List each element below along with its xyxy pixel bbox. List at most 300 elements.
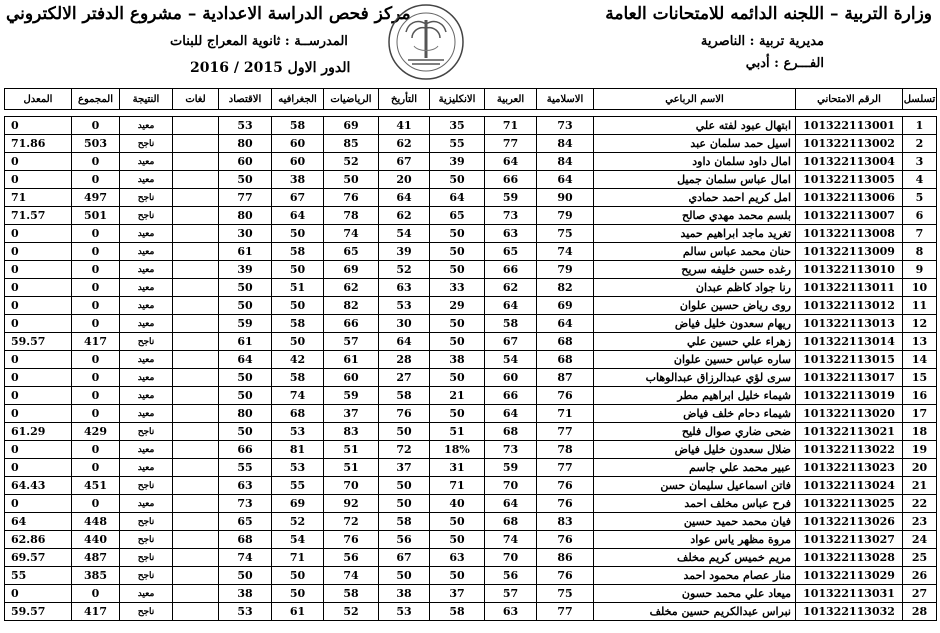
exam-number-cell: 101322113023 xyxy=(796,459,903,477)
history-grade-cell: 67 xyxy=(379,549,430,567)
serial-cell: 12 xyxy=(903,315,937,333)
total-cell: 440 xyxy=(72,531,120,549)
english-grade-cell: 37 xyxy=(430,585,485,603)
table-row xyxy=(5,477,937,495)
english-grade-cell: 64 xyxy=(430,189,485,207)
math-grade-cell: 74 xyxy=(324,567,379,585)
history-grade-cell: 54 xyxy=(379,225,430,243)
islamic-grade-cell: 68 xyxy=(537,333,594,351)
languages-cell xyxy=(173,441,219,459)
total-cell: 0 xyxy=(72,297,120,315)
total-cell: 0 xyxy=(72,243,120,261)
english-grade-cell: 55 xyxy=(430,135,485,153)
total-cell: 0 xyxy=(72,171,120,189)
average-cell: 0 xyxy=(5,351,72,369)
math-grade-cell: 70 xyxy=(324,477,379,495)
math-grade-cell: 69 xyxy=(324,117,379,135)
english-grade-cell: 63 xyxy=(430,549,485,567)
serial-cell: 3 xyxy=(903,153,937,171)
languages-cell xyxy=(173,189,219,207)
average-cell: 0 xyxy=(5,243,72,261)
col-header: الاقتصاد xyxy=(219,89,272,110)
economics-grade-cell: 80 xyxy=(219,207,272,225)
col-header: الجغرافيه xyxy=(272,89,324,110)
languages-cell xyxy=(173,477,219,495)
history-grade-cell: 58 xyxy=(379,387,430,405)
arabic-grade-cell: 68 xyxy=(485,423,537,441)
average-cell: 71.57 xyxy=(5,207,72,225)
student-name-cell: مروة مظهر ياس عواد xyxy=(594,531,796,549)
table-row xyxy=(5,153,937,171)
english-grade-cell: 71 xyxy=(430,477,485,495)
arabic-grade-cell: 57 xyxy=(485,585,537,603)
history-grade-cell: 56 xyxy=(379,531,430,549)
ministry-title: وزارة التربية – اللجنه الدائمه للامتحانات العامة xyxy=(605,4,932,24)
exam-number-cell: 101322113017 xyxy=(796,369,903,387)
languages-cell xyxy=(173,279,219,297)
economics-grade-cell: 38 xyxy=(219,585,272,603)
table-row xyxy=(5,513,937,531)
english-grade-cell: 29 xyxy=(430,297,485,315)
total-cell: 497 xyxy=(72,189,120,207)
english-grade-cell: 58 xyxy=(430,603,485,621)
result-cell: معيد xyxy=(120,297,173,315)
table-row xyxy=(5,117,937,135)
history-grade-cell: 30 xyxy=(379,315,430,333)
islamic-grade-cell: 76 xyxy=(537,531,594,549)
math-grade-cell: 85 xyxy=(324,135,379,153)
math-grade-cell: 66 xyxy=(324,315,379,333)
col-header: التأريخ xyxy=(379,89,430,110)
total-cell: 0 xyxy=(72,117,120,135)
history-grade-cell: 50 xyxy=(379,495,430,513)
geography-grade-cell: 50 xyxy=(272,567,324,585)
languages-cell xyxy=(173,513,219,531)
average-cell: 0 xyxy=(5,117,72,135)
table-row xyxy=(5,549,937,567)
total-cell: 0 xyxy=(72,279,120,297)
islamic-grade-cell: 68 xyxy=(537,351,594,369)
student-name-cell: امال عباس سلمان جميل xyxy=(594,171,796,189)
result-cell: ناجح xyxy=(120,549,173,567)
table-row xyxy=(5,603,937,621)
english-grade-cell: 51 xyxy=(430,423,485,441)
english-grade-cell: 50 xyxy=(430,315,485,333)
student-name-cell: رغده حسن خليفه سريح xyxy=(594,261,796,279)
arabic-grade-cell: 64 xyxy=(485,495,537,513)
geography-grade-cell: 58 xyxy=(272,117,324,135)
history-grade-cell: 64 xyxy=(379,189,430,207)
arabic-grade-cell: 70 xyxy=(485,477,537,495)
result-cell: معيد xyxy=(120,441,173,459)
school-label: المدرســة : ثانوية المعراج للبنات xyxy=(170,34,348,49)
average-cell: 0 xyxy=(5,369,72,387)
geography-grade-cell: 51 xyxy=(272,279,324,297)
islamic-grade-cell: 75 xyxy=(537,585,594,603)
serial-cell: 15 xyxy=(903,369,937,387)
geography-grade-cell: 58 xyxy=(272,243,324,261)
serial-cell: 5 xyxy=(903,189,937,207)
serial-cell: 24 xyxy=(903,531,937,549)
exam-number-cell: 101322113011 xyxy=(796,279,903,297)
average-cell: 0 xyxy=(5,441,72,459)
serial-cell: 27 xyxy=(903,585,937,603)
col-header: الرياضيات xyxy=(324,89,379,110)
serial-cell: 19 xyxy=(903,441,937,459)
serial-cell: 7 xyxy=(903,225,937,243)
history-grade-cell: 39 xyxy=(379,243,430,261)
geography-grade-cell: 53 xyxy=(272,423,324,441)
history-grade-cell: 37 xyxy=(379,459,430,477)
math-grade-cell: 76 xyxy=(324,531,379,549)
arabic-grade-cell: 73 xyxy=(485,441,537,459)
islamic-grade-cell: 76 xyxy=(537,477,594,495)
table-row xyxy=(5,135,937,153)
islamic-grade-cell: 77 xyxy=(537,459,594,477)
total-cell: 501 xyxy=(72,207,120,225)
english-grade-cell: 50 xyxy=(430,225,485,243)
total-cell: 0 xyxy=(72,153,120,171)
serial-cell: 10 xyxy=(903,279,937,297)
average-cell: 0 xyxy=(5,171,72,189)
header-spacer-row xyxy=(5,110,937,117)
arabic-grade-cell: 66 xyxy=(485,261,537,279)
languages-cell xyxy=(173,585,219,603)
geography-grade-cell: 50 xyxy=(272,297,324,315)
english-grade-cell: 50 xyxy=(430,261,485,279)
economics-grade-cell: 61 xyxy=(219,333,272,351)
geography-grade-cell: 54 xyxy=(272,531,324,549)
total-cell: 503 xyxy=(72,135,120,153)
exam-number-cell: 101322113008 xyxy=(796,225,903,243)
total-cell: 417 xyxy=(72,603,120,621)
student-name-cell: زهراء علي حسين علي xyxy=(594,333,796,351)
result-cell: ناجح xyxy=(120,207,173,225)
exam-number-cell: 101322113004 xyxy=(796,153,903,171)
math-grade-cell: 52 xyxy=(324,603,379,621)
table-row xyxy=(5,333,937,351)
islamic-grade-cell: 90 xyxy=(537,189,594,207)
table-row xyxy=(5,531,937,549)
student-name-cell: شيماء خليل ابراهيم مطر xyxy=(594,387,796,405)
student-name-cell: شيماء دحام خلف فياض xyxy=(594,405,796,423)
exam-number-cell: 101322113002 xyxy=(796,135,903,153)
result-cell: ناجح xyxy=(120,531,173,549)
student-name-cell: عبير محمد علي جاسم xyxy=(594,459,796,477)
history-grade-cell: 50 xyxy=(379,423,430,441)
exam-number-cell: 101322113014 xyxy=(796,333,903,351)
history-grade-cell: 64 xyxy=(379,333,430,351)
table-row xyxy=(5,495,937,513)
languages-cell xyxy=(173,207,219,225)
exam-number-cell: 101322113006 xyxy=(796,189,903,207)
serial-cell: 22 xyxy=(903,495,937,513)
math-grade-cell: 51 xyxy=(324,459,379,477)
result-cell: ناجح xyxy=(120,423,173,441)
total-cell: 0 xyxy=(72,261,120,279)
result-cell: معيد xyxy=(120,153,173,171)
col-header: تسلسل xyxy=(903,89,937,110)
geography-grade-cell: 68 xyxy=(272,405,324,423)
table-row xyxy=(5,225,937,243)
economics-grade-cell: 61 xyxy=(219,243,272,261)
arabic-grade-cell: 64 xyxy=(485,297,537,315)
exam-number-cell: 101322113024 xyxy=(796,477,903,495)
languages-cell xyxy=(173,171,219,189)
economics-grade-cell: 50 xyxy=(219,369,272,387)
history-grade-cell: 72 xyxy=(379,441,430,459)
serial-cell: 8 xyxy=(903,243,937,261)
result-cell: ناجح xyxy=(120,135,173,153)
math-grade-cell: 92 xyxy=(324,495,379,513)
total-cell: 0 xyxy=(72,315,120,333)
math-grade-cell: 83 xyxy=(324,423,379,441)
english-grade-cell: 40 xyxy=(430,495,485,513)
geography-grade-cell: 58 xyxy=(272,315,324,333)
geography-grade-cell: 74 xyxy=(272,387,324,405)
arabic-grade-cell: 54 xyxy=(485,351,537,369)
result-cell: معيد xyxy=(120,387,173,405)
geography-grade-cell: 60 xyxy=(272,135,324,153)
economics-grade-cell: 73 xyxy=(219,495,272,513)
english-grade-cell: 18% xyxy=(430,441,485,459)
economics-grade-cell: 50 xyxy=(219,171,272,189)
english-grade-cell: 35 xyxy=(430,117,485,135)
serial-cell: 4 xyxy=(903,171,937,189)
economics-grade-cell: 63 xyxy=(219,477,272,495)
economics-grade-cell: 50 xyxy=(219,567,272,585)
arabic-grade-cell: 66 xyxy=(485,171,537,189)
geography-grade-cell: 61 xyxy=(272,603,324,621)
islamic-grade-cell: 78 xyxy=(537,441,594,459)
result-cell: معيد xyxy=(120,459,173,477)
serial-cell: 20 xyxy=(903,459,937,477)
ministry-seal-logo xyxy=(386,2,466,82)
islamic-grade-cell: 77 xyxy=(537,423,594,441)
total-cell: 0 xyxy=(72,369,120,387)
exam-number-cell: 101322113019 xyxy=(796,387,903,405)
history-grade-cell: 53 xyxy=(379,297,430,315)
languages-cell xyxy=(173,495,219,513)
serial-cell: 21 xyxy=(903,477,937,495)
student-name-cell: ابتهال عبود لفته علي xyxy=(594,117,796,135)
result-cell: معيد xyxy=(120,585,173,603)
exam-number-cell: 101322113007 xyxy=(796,207,903,225)
table-row xyxy=(5,279,937,297)
average-cell: 59.57 xyxy=(5,603,72,621)
english-grade-cell: 50 xyxy=(430,567,485,585)
serial-cell: 11 xyxy=(903,297,937,315)
economics-grade-cell: 59 xyxy=(219,315,272,333)
result-cell: ناجح xyxy=(120,513,173,531)
economics-grade-cell: 60 xyxy=(219,153,272,171)
result-cell: معيد xyxy=(120,495,173,513)
economics-grade-cell: 50 xyxy=(219,423,272,441)
table-row xyxy=(5,261,937,279)
result-cell: معيد xyxy=(120,171,173,189)
math-grade-cell: 78 xyxy=(324,207,379,225)
average-cell: 0 xyxy=(5,297,72,315)
exam-number-cell: 101322113015 xyxy=(796,351,903,369)
exam-number-cell: 101322113026 xyxy=(796,513,903,531)
economics-grade-cell: 74 xyxy=(219,549,272,567)
average-cell: 0 xyxy=(5,459,72,477)
serial-cell: 25 xyxy=(903,549,937,567)
economics-grade-cell: 80 xyxy=(219,135,272,153)
total-cell: 385 xyxy=(72,567,120,585)
languages-cell xyxy=(173,549,219,567)
col-header: الرقم الامتحاني xyxy=(796,89,903,110)
geography-grade-cell: 50 xyxy=(272,585,324,603)
economics-grade-cell: 65 xyxy=(219,513,272,531)
economics-grade-cell: 50 xyxy=(219,387,272,405)
average-cell: 59.57 xyxy=(5,333,72,351)
economics-grade-cell: 39 xyxy=(219,261,272,279)
languages-cell xyxy=(173,405,219,423)
math-grade-cell: 82 xyxy=(324,297,379,315)
student-name-cell: ميعاد علي محمد حسون xyxy=(594,585,796,603)
center-title: مركز فحص الدراسة الاعدادية – مشروع الدفتر الالكتروني xyxy=(6,4,411,24)
math-grade-cell: 58 xyxy=(324,585,379,603)
history-grade-cell: 27 xyxy=(379,369,430,387)
islamic-grade-cell: 77 xyxy=(537,603,594,621)
serial-cell: 13 xyxy=(903,333,937,351)
total-cell: 0 xyxy=(72,495,120,513)
table-row xyxy=(5,243,937,261)
result-cell: ناجح xyxy=(120,567,173,585)
result-cell: معيد xyxy=(120,225,173,243)
geography-grade-cell: 50 xyxy=(272,225,324,243)
economics-grade-cell: 55 xyxy=(219,459,272,477)
math-grade-cell: 74 xyxy=(324,225,379,243)
table-row xyxy=(5,387,937,405)
exam-number-cell: 101322113032 xyxy=(796,603,903,621)
english-grade-cell: 50 xyxy=(430,369,485,387)
geography-grade-cell: 69 xyxy=(272,495,324,513)
math-grade-cell: 62 xyxy=(324,279,379,297)
history-grade-cell: 20 xyxy=(379,171,430,189)
islamic-grade-cell: 76 xyxy=(537,567,594,585)
math-grade-cell: 76 xyxy=(324,189,379,207)
student-name-cell: فيان محمد حميد حسين xyxy=(594,513,796,531)
languages-cell xyxy=(173,351,219,369)
economics-grade-cell: 66 xyxy=(219,441,272,459)
english-grade-cell: 65 xyxy=(430,207,485,225)
result-cell: معيد xyxy=(120,405,173,423)
economics-grade-cell: 50 xyxy=(219,297,272,315)
history-grade-cell: 58 xyxy=(379,513,430,531)
islamic-grade-cell: 69 xyxy=(537,297,594,315)
math-grade-cell: 61 xyxy=(324,351,379,369)
geography-grade-cell: 58 xyxy=(272,369,324,387)
math-grade-cell: 57 xyxy=(324,333,379,351)
arabic-grade-cell: 59 xyxy=(485,459,537,477)
col-header: العربية xyxy=(485,89,537,110)
languages-cell xyxy=(173,153,219,171)
total-cell: 0 xyxy=(72,585,120,603)
average-cell: 71.86 xyxy=(5,135,72,153)
arabic-grade-cell: 77 xyxy=(485,135,537,153)
average-cell: 62.86 xyxy=(5,531,72,549)
arabic-grade-cell: 56 xyxy=(485,567,537,585)
math-grade-cell: 59 xyxy=(324,387,379,405)
geography-grade-cell: 55 xyxy=(272,477,324,495)
english-grade-cell: 21 xyxy=(430,387,485,405)
geography-grade-cell: 81 xyxy=(272,441,324,459)
history-grade-cell: 53 xyxy=(379,603,430,621)
exam-number-cell: 101322113022 xyxy=(796,441,903,459)
languages-cell xyxy=(173,297,219,315)
serial-cell: 16 xyxy=(903,387,937,405)
english-grade-cell: 50 xyxy=(430,171,485,189)
average-cell: 0 xyxy=(5,387,72,405)
math-grade-cell: 37 xyxy=(324,405,379,423)
islamic-grade-cell: 79 xyxy=(537,207,594,225)
islamic-grade-cell: 84 xyxy=(537,135,594,153)
student-name-cell: امل كريم احمد حمادي xyxy=(594,189,796,207)
student-name-cell: تغريد ماجد ابراهيم حميد xyxy=(594,225,796,243)
col-header: المعدل xyxy=(5,89,72,110)
student-name-cell: منار عصام محمود احمد xyxy=(594,567,796,585)
directorate-label: مديرية تربية : الناصرية xyxy=(700,34,824,49)
history-grade-cell: 67 xyxy=(379,153,430,171)
history-grade-cell: 63 xyxy=(379,279,430,297)
table-row xyxy=(5,585,937,603)
english-grade-cell: 50 xyxy=(430,243,485,261)
languages-cell xyxy=(173,603,219,621)
geography-grade-cell: 60 xyxy=(272,153,324,171)
languages-cell xyxy=(173,333,219,351)
student-name-cell: ضحى ضاري صوال فليح xyxy=(594,423,796,441)
islamic-grade-cell: 79 xyxy=(537,261,594,279)
economics-grade-cell: 68 xyxy=(219,531,272,549)
arabic-grade-cell: 74 xyxy=(485,531,537,549)
serial-cell: 18 xyxy=(903,423,937,441)
average-cell: 0 xyxy=(5,279,72,297)
total-cell: 0 xyxy=(72,225,120,243)
math-grade-cell: 72 xyxy=(324,513,379,531)
history-grade-cell: 62 xyxy=(379,135,430,153)
table-row xyxy=(5,567,937,585)
islamic-grade-cell: 74 xyxy=(537,243,594,261)
languages-cell xyxy=(173,423,219,441)
history-grade-cell: 50 xyxy=(379,567,430,585)
total-cell: 0 xyxy=(72,441,120,459)
total-cell: 487 xyxy=(72,549,120,567)
result-cell: ناجح xyxy=(120,189,173,207)
student-name-cell: ريهام سعدون خليل فياض xyxy=(594,315,796,333)
history-grade-cell: 41 xyxy=(379,117,430,135)
col-header: الاسلامية xyxy=(537,89,594,110)
result-cell: معيد xyxy=(120,261,173,279)
result-cell: معيد xyxy=(120,117,173,135)
average-cell: 0 xyxy=(5,153,72,171)
serial-cell: 6 xyxy=(903,207,937,225)
table-row xyxy=(5,189,937,207)
arabic-grade-cell: 67 xyxy=(485,333,537,351)
geography-grade-cell: 42 xyxy=(272,351,324,369)
serial-cell: 14 xyxy=(903,351,937,369)
total-cell: 417 xyxy=(72,333,120,351)
history-grade-cell: 76 xyxy=(379,405,430,423)
student-name-cell: روى رياض حسين علوان xyxy=(594,297,796,315)
exam-number-cell: 101322113013 xyxy=(796,315,903,333)
result-cell: معيد xyxy=(120,279,173,297)
math-grade-cell: 69 xyxy=(324,261,379,279)
math-grade-cell: 65 xyxy=(324,243,379,261)
col-header: النتيجة xyxy=(120,89,173,110)
serial-cell: 17 xyxy=(903,405,937,423)
